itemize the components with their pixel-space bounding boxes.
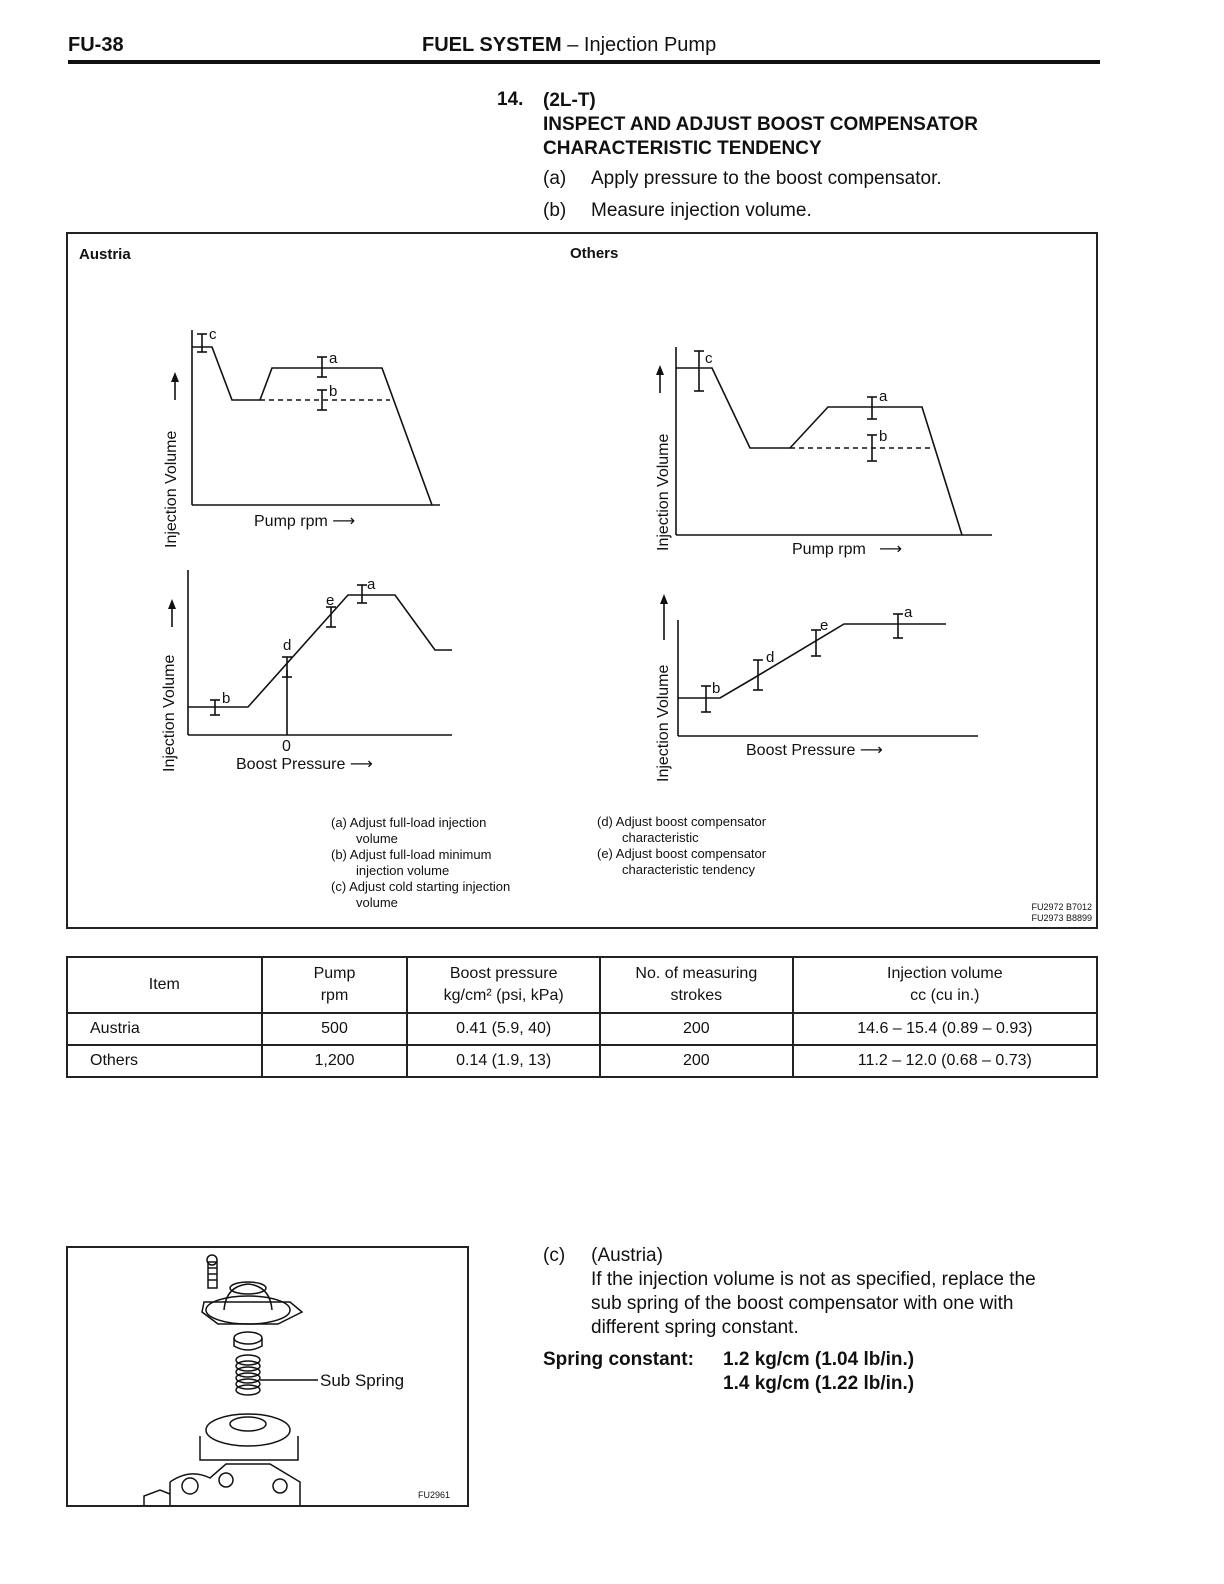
table-cell: Austria <box>67 1013 262 1045</box>
legend-item: (d) Adjust boost compensator <box>597 814 767 829</box>
page-header-title <box>422 34 716 57</box>
substep-text: sub spring of the boost compensator with one with <box>591 1293 1014 1314</box>
substep-c <box>543 1244 1036 1340</box>
arrow-up-icon <box>171 372 179 382</box>
boost-pressure-label: Boost Pressure <box>746 742 856 759</box>
step-title-line2: CHARACTERISTIC TENDENCY <box>543 138 822 159</box>
spec-table <box>66 956 1098 1078</box>
mark-b: b <box>879 428 888 445</box>
mark-a: a <box>329 350 338 367</box>
substep-heading: (Austria) <box>591 1245 663 1266</box>
table-cell: Others <box>67 1045 262 1077</box>
table-cell: 0.14 (1.9, 13) <box>407 1045 600 1077</box>
table-header: No. of measuring strokes <box>600 957 793 1013</box>
table-cell: 0.41 (5.9, 40) <box>407 1013 600 1045</box>
header-separator: – <box>561 34 584 56</box>
mark-b: b <box>712 680 721 697</box>
mark-b: b <box>222 690 231 707</box>
mark-b: b <box>329 383 338 400</box>
austria-boost-graph <box>150 565 470 765</box>
boost-compensator-exploded-icon <box>130 1250 330 1505</box>
step-title-block <box>543 89 978 161</box>
legend-item-cont: injection volume <box>356 863 450 878</box>
substep-text: Measure injection volume. <box>591 200 812 221</box>
section-title: FUEL SYSTEM <box>422 34 562 56</box>
table-row <box>67 1013 1097 1045</box>
mark-c: c <box>209 326 217 343</box>
step-number: 14. <box>497 89 524 110</box>
substep-text: different spring constant. <box>591 1317 799 1338</box>
arrow-up-icon <box>660 594 668 604</box>
y-axis-label: Injection Volume <box>161 654 178 772</box>
figure-code: FU2973 B8899 <box>1031 913 1092 923</box>
substep-text: If the injection volume is not as specified, replace the <box>591 1269 1036 1290</box>
legend-item-cont: characteristic <box>622 830 699 845</box>
step-variant: (2L-T) <box>543 90 596 111</box>
spring-constant-value: 1.2 kg/cm (1.04 lb/in.) <box>723 1349 915 1370</box>
legend-item: (a) Adjust full-load injection <box>331 815 487 830</box>
table-cell: 200 <box>600 1045 793 1077</box>
table-header: Item <box>67 957 262 1013</box>
legend-item-cont: characteristic tendency <box>622 862 755 877</box>
figure-code: FU2972 B7012 <box>1031 902 1092 912</box>
table-header: Boost pressure kg/cm² (psi, kPa) <box>407 957 600 1013</box>
pump-rpm-label: Pump rpm <box>792 541 866 558</box>
step-title-line1: INSPECT AND ADJUST BOOST COMPENSATOR <box>543 114 978 135</box>
austria-label: Austria <box>79 246 131 263</box>
figure-code: FU2961 <box>418 1490 451 1500</box>
mark-c: c <box>705 350 713 367</box>
table-row <box>67 1045 1097 1077</box>
arrow-right-icon: ⟶ <box>859 742 883 759</box>
arrow-right-icon: ⟶ <box>349 756 373 773</box>
table-header: Injection volume cc (cu in.) <box>793 957 1097 1013</box>
arrow-right-icon: ⟶ <box>879 541 903 558</box>
mark-d: d <box>766 649 775 666</box>
mark-d: d <box>283 637 292 654</box>
full-load-curve <box>192 347 432 505</box>
legend-item: (c) Adjust cold starting injection <box>331 879 511 894</box>
substep-label: (b) <box>543 200 567 221</box>
substep-label: (a) <box>543 168 567 189</box>
x-axis-label <box>746 740 883 760</box>
subsection-title: Injection Pump <box>583 34 717 56</box>
substep-label: (c) <box>543 1245 566 1266</box>
arrow-up-icon <box>168 599 176 609</box>
page-number: FU-38 <box>68 34 124 56</box>
substep-text: Apply pressure to the boost compensator. <box>591 168 942 189</box>
y-axis-label: Injection Volume <box>655 433 672 551</box>
pump-rpm-label: Pump rpm <box>254 513 328 530</box>
mark-e: e <box>820 617 829 634</box>
mark-e: e <box>326 592 335 609</box>
table-header-row <box>67 957 1097 1013</box>
y-axis-label: Injection Volume <box>163 430 180 548</box>
y-axis-label: Injection Volume <box>655 664 672 782</box>
figure-codes <box>1000 902 1092 924</box>
arrow-up-icon <box>656 365 664 375</box>
others-boost-graph <box>640 590 1000 750</box>
header-rule <box>68 60 1100 64</box>
full-load-curve <box>676 368 962 535</box>
legend-item-cont: volume <box>356 895 398 910</box>
x-axis-label <box>792 539 902 559</box>
legend-item-cont: volume <box>356 831 398 846</box>
legend-item: (b) Adjust full-load minimum <box>331 847 492 862</box>
table-cell: 14.6 – 15.4 (0.89 – 0.93) <box>793 1013 1097 1045</box>
others-label: Others <box>570 245 619 262</box>
boost-pressure-label: Boost Pressure <box>236 756 346 773</box>
mark-a: a <box>904 604 913 621</box>
table-cell: 1,200 <box>262 1045 408 1077</box>
sub-spring-label: Sub Spring <box>320 1371 405 1390</box>
spring-constant-value: 1.4 kg/cm (1.22 lb/in.) <box>723 1373 915 1394</box>
spring-constant-label: Spring constant: <box>543 1349 694 1370</box>
arrow-right-icon: ⟶ <box>332 513 356 530</box>
legend-left <box>331 815 510 911</box>
x-axis-label <box>236 754 373 774</box>
mark-a: a <box>879 388 888 405</box>
zero-label: 0 <box>282 738 291 755</box>
table-cell: 11.2 – 12.0 (0.68 – 0.73) <box>793 1045 1097 1077</box>
mark-a: a <box>367 576 376 593</box>
legend-right <box>597 814 766 878</box>
table-header: Pump rpm <box>262 957 408 1013</box>
others-rpm-graph <box>640 335 1000 560</box>
table-cell: 500 <box>262 1013 408 1045</box>
table-cell: 200 <box>600 1013 793 1045</box>
legend-item: (e) Adjust boost compensator <box>597 846 767 861</box>
x-axis-label <box>254 511 355 531</box>
spring-constant-spec <box>543 1348 914 1396</box>
